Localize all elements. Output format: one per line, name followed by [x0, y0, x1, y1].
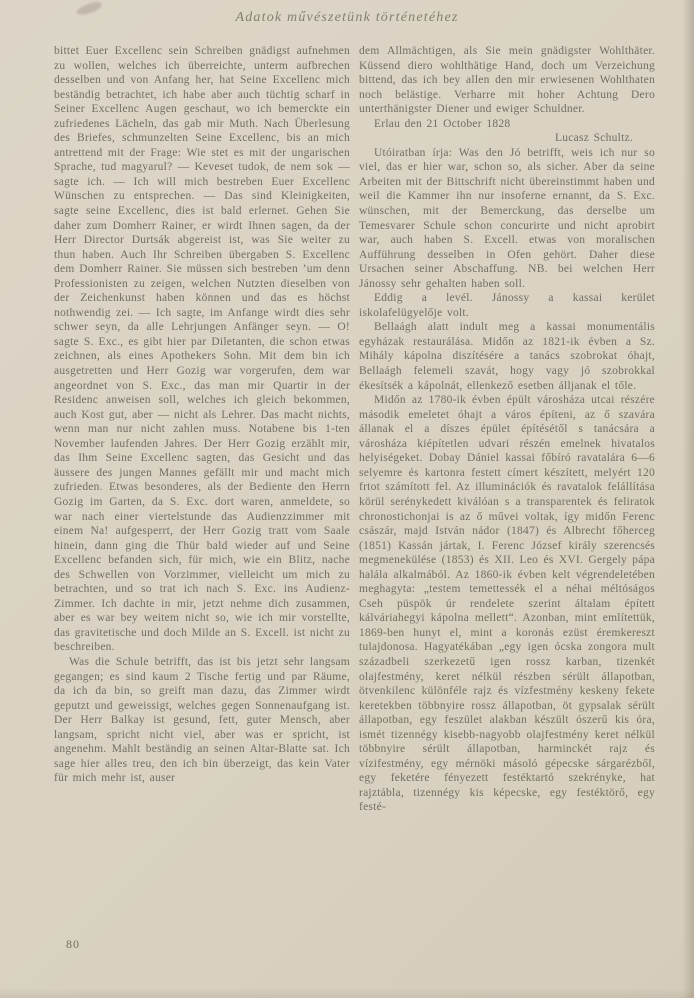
page-edge-shadow-bottom: [0, 988, 694, 998]
right-paragraph-varoshaza: Midőn az 1780-ik évben épült városháza utcai részére második emeletet óhajt a város építeni, az ő szavára állanak el a díszes épület építésétől s tanácsára a városháza kiépítetlen udvari részén emelnek hivatalos helyiségeket. Dobay Dániel kassai főbíró ravatalára 6—6 selyemre és kartonra festett címert készített, melyért 120 frtot számított fel. Az illuminációk és ravatalok felállítása körül serénykedett kiválóan s a transparentek és feliratok chronostichonjai is az ő művei voltak, így midőn Ferenc császár, majd István nádor (1847) és Albrecht főherceg (1851) Kassán jártak, I. Ferenc József király szerencsés megmenekülése (1853) és XII. Leo és XVI. Gergely pápa halála alkalmából. Az 1860-ik évben kelt végrendeletében meghagyta: „testem temettessék el a néhai méltóságos Cseh püspök úr rendelete szerint általam épített kálváriahegyi kápolna mellett“. Azonban, mint említettük, 1869-ben hunyt el, mint a koronás ezüst éremkereszt tulajdonosa. Hagyatékában „egy igen ócska zongora mult századbeli szerkezetű igen rossz karban, tizenkét olajfestmény, keret nélkül részben sérült állapotban, ötvenkilenc különféle rajz és vízfestmény keskeny fekete keretekben többnyire rossz állapotban, öt gypsalak sérült állapotban, egy feszület alakban készült ószerű kis óra, ismét tizennégy kisebb-nagyobb olajfestmény keret nélkül többnyire sérült állapotban, harminckét rajz és vízifestmény, egy mérnöki másoló gépecske sárgarézből, egy feketére fényezett festéktartó szekrényke, hat rajztábla, tizennégy kis képecske, egy festéktörő, egy festé-: [359, 394, 655, 814]
running-head-title: Adatok művészetünk történetéhez: [235, 10, 459, 25]
letter-signature: Lucasz Schultz.: [555, 132, 633, 145]
page-number: 80: [66, 937, 80, 951]
right-paragraph-postscript: Utóiratban írja: Was den Jó betrifft, weis ich nur so viel, das er hier war, schon so, als sicher. Aber da seine Arbeiten mit der Bittschrift nicht übereinstimmt haben und weil die Kammer ihn nur insoferne ernannt, da S. Exc. wünschen, mit der Bemerckung, das derselbe um Temesvarer Schule schon concurirte und nicht aprobirt war, auch haben S. Excell. etwas von moralischen Aufführung desselben in Ofen gehört. Daher diese Ursachen seiner Abschaffung. NB. bei welchen Herr Jánossy sehr gehalten haben soll.: [359, 146, 655, 290]
page-edge-shadow-right: [682, 0, 694, 998]
text-columns: [54, 44, 655, 950]
right-paragraph-bellaagh: Bellaágh alatt indult meg a kassai monumentális egyházak restaurálása. Midőn az 1821-ik évben a Sz. Mihály kápolna diszítésére a tanács szobrokat óhajt, Bellaágh felemeli szavát, hogy vagy jó szobrokkal ékesítsék a kápolnát, ellenkező esetben álljanak el tőle.: [359, 321, 655, 392]
right-paragraph-letter-end: dem Allmächtigen, als Sie mein gnädigster Wohlthäter. Küssend diero wohlthätige Hand, doch um Verzeichung bittend, das ich bey allen den mir erwiesenen Wohlthaten noch belästige. Verharre mit hoher Achtung Dero unterthänigster Diener und ewiger Schuldner.: [359, 45, 655, 116]
left-paragraph-schule: Was die Schule betrifft, das ist bis jetzt sehr langsam gegangen; es sind kaum 2 Tische fertig und par Räume, da ich da bin, so greift man dazu, das Zimmer wirdt geputzt und geweissigt, welches gegen Sonnenaufgang ist. Der Herr Balkay ist gesund, fett, guter Mensch, aber langsam, spricht nicht viel, aber was er spricht, ist angenehm. Mahlt beständig an seinen Altar-Blatte sat. Ich sage hier alles treu, den ich bin überzeigt, das kein Vater für mich mehr ist, auser: [54, 655, 350, 785]
right-paragraph-eddig: Eddig a levél. Jánossy a kassai kerület iskolafelügyelője volt.: [359, 292, 655, 319]
left-column: [54, 44, 350, 950]
letter-date-line: Erlau den 21 October 1828: [374, 117, 511, 130]
right-column: [359, 44, 655, 950]
left-paragraph-continuation: bittet Euer Excellenc sein Schreiben gnädigst aufnehmen zu wollen, welches ich überreichte, unterm aufbrechen desselben und von Anfang her, hat Seine Excellenc mich beständig betrachtet, ich habe aber auch tüchtig scharf in Seiner Excellenc Augen geschaut, wo ich bemerckte ein zufriedenes Lächeln, das gab mir Muth. Nach Überlesung des Briefes, schmunzelten Seine Excellenc, bis an mich antrettend mit der Frage: Wie stet es mit der ungarischen Sprache, tud magyarul? — Keveset tudok, de nem sok — sagte ich. — Ich will mich bestreben Euer Excellenc Wünschen zu entsprechen. — Das sind Kleinigkeiten, sagte seine Excellenc, dies ist bald erlernet. Gehen Sie daher zum Domherr Rainer, er wirdt Ihnen sagen, da der Herr Director Durtsák abgereist ist, was Sie weiter zu thun haben. Auch Ihr Schreiben übergaben S. Excellenc dem Domherr Rainer. Sie müssen sich bestreben ’um denn Professionisten zu zeigen, welchen Nutzten dieselben von der Zeichenkunst haben können und das es höchst nothwendig zei. — Ich sagte, im Anfange wirdt dies sehr schwer seyn, da alle Lehrjungen Anfänger seyn. — O! sagte S. Exc., es gibt hier par Diletanten, die schon etwas zeichnen, als eines Apothekers Sohn. Mit dem bin ich ausgetretten und Herr Gozig war vorgerufen, dem war angeordnet von S. Exc., das man mir Quartir in der Residenc anweisen soll, welches ich gleich bekommen, auch Kost gut, aber — nicht als Lehrer. Das macht nichts, wenn man nur nicht zahlen muss. Notabene bis 1-ten November laufenden Jahres. Der Herr Gozig erzählt mir, das Ihm Seine Excellenc sagten, das Gesicht und das äussere des jungen Mannes gefällt mir und macht mich zufrieden. Etwas besonderes, als der Bediente den Herrn Gozig im Garten, da S. Exc. dort waren, anmeldete, so war nach einer viertelstunde das Audienzzimmer mit einem Na! aufgesperrt, der Herr Gozig tratt vom Saale hinein, dann ging die Thür bald wieder auf und Seine Excellenc befanden sich, für mich, wie ein Blitz, nache des Schwellen von Vorzimmer, vielleicht um mich zu betrachten, und so trat ich nach S. Exc. ins Audienz-Zimmer. Ich dachte in mir, jetzt nehme dich zusammen, aber es war bey weitem nicht so, wie ich mir vorstellte, das gravitetische und doch Milde an S. Excell. ist nicht zu beschreiben.: [54, 45, 350, 654]
